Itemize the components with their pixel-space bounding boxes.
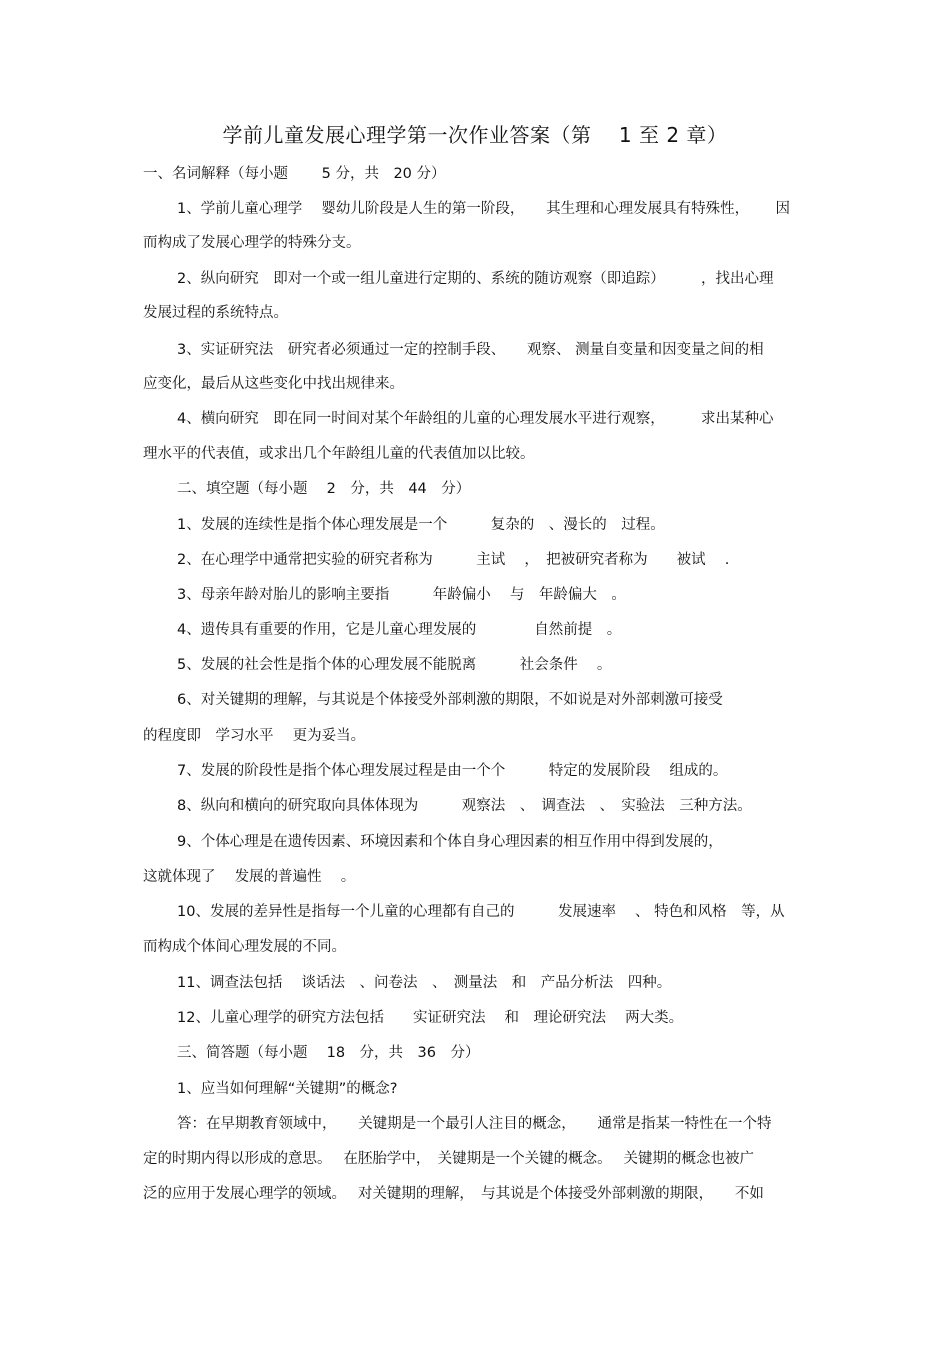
list-item: 9、个体心理是在遗传因素、环境因素和个体自身心理因素的相互作用中得到发展的，: [177, 834, 723, 850]
paragraph-line: 理水平的代表值，或求出几个年龄组儿童的代表值加以比较。: [143, 446, 535, 462]
list-item: 11、调查法包括 谈话法 、问卷法 、 测量法 和 产品分析法 四种。: [177, 975, 672, 991]
section-heading-short-answer: 三、简答题（每小题 18 分，共 36 分）: [177, 1045, 480, 1061]
list-item: 4、遗传具有重要的作用，它是儿童心理发展的 自然前提 。: [177, 622, 622, 638]
list-item: 1、发展的连续性是指个体心理发展是一个 复杂的 、漫长的 过程。: [177, 517, 665, 533]
paragraph-line: 发展过程的系统特点。: [143, 305, 288, 321]
question-text: 1、应当如何理解“关键期”的概念?: [177, 1081, 398, 1097]
paragraph-line: 而构成个体间心理发展的不同。: [143, 939, 346, 955]
paragraph-line: 的程度即 学习水平 更为妥当。: [143, 728, 366, 744]
section-heading-terms: 一、名词解释（每小题 5 分，共 20 分）: [143, 166, 446, 182]
section-heading-fill: 二、填空题（每小题 2 分，共 44 分）: [177, 481, 471, 497]
paragraph-line: 3、实证研究法 研究者必须通过一定的控制手段、 观察、 测量自变量和因变量之间的相: [177, 342, 764, 358]
paragraph-line: 应变化，最后从这些变化中找出规律来。: [143, 376, 404, 392]
page-title: 学前儿童发展心理学第一次作业答案（第 1 至 2 章）: [222, 123, 728, 147]
list-item: 10、发展的差异性是指每一个儿童的心理都有自己的 发展速率 、 特色和风格 等，从: [177, 904, 785, 920]
paragraph-line: 4、横向研究 即在同一时间对某个年龄组的儿童的心理发展水平进行观察， 求出某种心: [177, 411, 774, 427]
list-item: 8、纵向和横向的研究取向具体体现为 观察法 、 调查法 、 实验法 三种方法。: [177, 798, 752, 814]
list-item: 12、儿童心理学的研究方法包括 实证研究法 和 理论研究法 两大类。: [177, 1010, 684, 1026]
answer-line: 定的时期内得以形成的意思。 在胚胎学中， 关键期是一个关键的概念。 关键期的概念也被广: [143, 1151, 754, 1167]
list-item: 3、母亲年龄对胎儿的影响主要指 年龄偏小 与 年龄偏大 。: [177, 587, 626, 603]
answer-line: 泛的应用于发展心理学的领域。 对关键期的理解， 与其说是个体接受外部刺激的期限， 不如: [143, 1186, 764, 1202]
list-item: 6、对关键期的理解，与其说是个体接受外部刺激的期限，不如说是对外部刺激可接受: [177, 692, 723, 708]
paragraph-line: 而构成了发展心理学的特殊分支。: [143, 235, 361, 251]
list-item: 2、在心理学中通常把实验的研究者称为 主试 ， 把被研究者称为 被试 .: [177, 552, 730, 568]
paragraph-line: 1、学前儿童心理学 婴幼儿阶段是人生的第一阶段， 其生理和心理发展具有特殊性， 因: [177, 201, 790, 217]
paragraph-line: 这就体现了 发展的普遍性 。: [143, 869, 356, 885]
answer-line: 答：在早期教育领域中， 关键期是一个最引人注目的概念， 通常是指某一特性在一个特: [177, 1116, 772, 1132]
list-item: 5、发展的社会性是指个体的心理发展不能脱离 社会条件 。: [177, 657, 612, 673]
paragraph-line: 2、纵向研究 即对一个或一组儿童进行定期的、系统的随访观察（即追踪） ，找出心理: [177, 271, 774, 287]
list-item: 7、发展的阶段性是指个体心理发展过程是由一个个 特定的发展阶段 组成的。: [177, 763, 728, 779]
